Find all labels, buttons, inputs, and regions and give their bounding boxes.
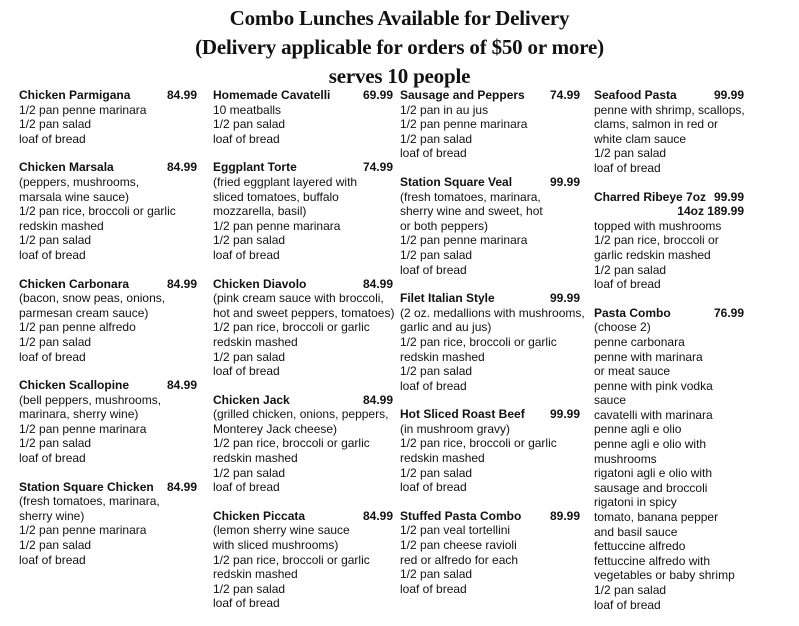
- menu-item: [594, 88, 744, 176]
- menu-item-line: 1/2 pan salad: [19, 538, 92, 553]
- menu-item-title-row: [400, 509, 580, 524]
- menu-item-line: loaf of bread: [19, 552, 86, 567]
- menu-item-name: Eggplant Torte: [213, 160, 297, 175]
- menu-item-name: Chicken Marsala: [19, 160, 114, 175]
- menu-item-line: 1/2 pan salad: [19, 334, 92, 349]
- menu-item: [400, 88, 580, 161]
- menu-item-price: 84.99: [166, 378, 197, 393]
- menu-item-title-row: [213, 88, 393, 103]
- menu-item-line: loaf of bread: [400, 480, 467, 495]
- menu-item-name: Stuffed Pasta Combo: [400, 508, 522, 523]
- menu-item: [19, 160, 197, 262]
- menu-item-name: Chicken Diavolo: [213, 276, 307, 291]
- menu-item-price: 84.99: [166, 479, 197, 494]
- menu-item-line: Monterey Jack cheese): [213, 421, 338, 436]
- menu-item-name: Filet Italian Style: [400, 291, 495, 306]
- menu-item-line: (pink cream sauce with broccoli,: [213, 291, 384, 306]
- menu-item-price: 84.99: [362, 508, 393, 523]
- menu-item-name: Homemade Cavatelli: [213, 88, 331, 102]
- menu-item-line: 1/2 pan rice, broccoli or garlic: [400, 436, 557, 451]
- menu-item-name: Hot Sliced Roast Beef: [400, 407, 525, 422]
- menu-item-line: (choose 2): [594, 320, 651, 335]
- menu-item-line: 1/2 pan salad: [213, 233, 286, 248]
- menu-item-line: redskin mashed: [19, 218, 104, 233]
- menu-item-line: marinara, sherry wine): [19, 407, 139, 422]
- menu-item-line: clams, salmon in red or: [594, 117, 719, 132]
- menu-item-line: penne agli e olio: [594, 422, 682, 437]
- menu-item-line: topped with mushrooms: [594, 218, 722, 233]
- menu-item-line: 1/2 pan salad: [400, 364, 473, 379]
- menu-item-line: sauce: [594, 393, 627, 408]
- menu-item-name: Seafood Pasta: [594, 88, 677, 102]
- menu-item-line: vegetables or baby shrimp: [594, 568, 735, 583]
- menu-item-line: 1/2 pan salad: [213, 465, 286, 480]
- menu-item-price: 99.99: [549, 174, 580, 189]
- menu-item-line: 1/2 pan penne marinara: [19, 421, 147, 436]
- menu-item-line: (bacon, snow peas, onions,: [19, 291, 166, 306]
- menu-item-title-row: [19, 480, 197, 495]
- menu-item-line: (fresh tomatoes, marinara,: [400, 189, 541, 204]
- menu-item-line: penne with pink vodka: [594, 378, 713, 393]
- menu-item-title-row: [400, 407, 580, 422]
- menu-item-line: 1/2 pan rice, broccoli or garlic: [400, 334, 557, 349]
- menu-item-line: parmesan cream sauce): [19, 305, 149, 320]
- menu-item-title-row: [213, 277, 393, 292]
- menu-column-2: [213, 88, 393, 625]
- menu-item-name: Charred Ribeye 7oz: [594, 189, 707, 204]
- menu-item-line: (bell peppers, mushrooms,: [19, 392, 162, 407]
- menu-item-line: penne with shrimp, scallops,: [594, 102, 745, 117]
- menu-item-line: marsala wine sauce): [19, 189, 130, 204]
- menu-item-line: 1/2 pan cheese ravioli: [400, 538, 517, 553]
- menu-item-line: 1/2 pan salad: [594, 146, 667, 161]
- menu-item-line: 1/2 pan penne marinara: [213, 218, 341, 233]
- menu-item-line: 1/2 pan veal tortellini: [400, 523, 511, 538]
- menu-item-name: Pasta Combo: [594, 305, 671, 320]
- menu-item-line: (fried eggplant layered with: [213, 174, 358, 189]
- menu-item: [213, 88, 393, 146]
- menu-item-price: 99.99: [549, 407, 580, 422]
- header-serving-note: serves 10 people: [328, 64, 471, 88]
- menu-item-title-row: [594, 306, 744, 321]
- menu-item: [400, 509, 580, 597]
- menu-item-line: 1/2 pan salad: [400, 131, 473, 146]
- menu-item-line: mozzarella, basil): [213, 204, 307, 219]
- menu-item-line: loaf of bread: [594, 277, 661, 292]
- menu-item-line: with sliced mushrooms): [213, 538, 339, 553]
- menu-item-line: loaf of bread: [19, 247, 86, 262]
- menu-item-price: 74.99: [362, 160, 393, 175]
- menu-item-line: 1/2 pan penne marinara: [400, 233, 528, 248]
- menu-item-line: loaf of bread: [400, 262, 467, 277]
- menu-item-line: redskin mashed: [400, 349, 485, 364]
- menu-item-title-row: [213, 393, 393, 408]
- menu-item-line: sausage and broccoli: [594, 480, 708, 495]
- menu-item-extra-price: 14oz 189.99: [677, 204, 744, 219]
- menu-item: [19, 480, 197, 568]
- menu-item: [400, 175, 580, 277]
- menu-item-line: tomato, banana pepper: [594, 510, 719, 525]
- menu-item-line: redskin mashed: [213, 334, 298, 349]
- menu-item-title-row: [19, 160, 197, 175]
- menu-item-title-row: [19, 277, 197, 292]
- menu-item-line: loaf of bread: [400, 581, 467, 596]
- menu-item-line: 1/2 pan salad: [594, 583, 667, 597]
- menu-item-price: 84.99: [166, 88, 197, 102]
- menu-item-line: 1/2 pan rice, broccoli or garlic: [213, 436, 370, 451]
- menu-item-line: loaf of bread: [594, 597, 661, 612]
- menu-item-line: fettuccine alfredo with: [594, 553, 711, 568]
- menu-item-price: 84.99: [166, 276, 197, 291]
- menu-item: [400, 407, 580, 495]
- menu-item-line: 1/2 pan salad: [19, 117, 92, 132]
- menu-item-title-row: [213, 509, 393, 524]
- menu-item-name: Chicken Carbonara: [19, 276, 130, 291]
- menu-item-line: mushrooms: [594, 451, 657, 466]
- menu-item-line: fettuccine alfredo: [594, 539, 686, 554]
- menu-item-title-row: [400, 291, 580, 306]
- menu-item-price: 99.99: [549, 291, 580, 306]
- menu-item-line: cavatelli with marinara: [594, 407, 713, 422]
- header-delivery-note: (Delivery applicable for orders of $50 or more): [195, 35, 604, 59]
- menu-column-4: [594, 88, 744, 626]
- menu-item-line: loaf of bread: [594, 160, 661, 175]
- menu-item-line: sherry wine and sweet, hot: [400, 204, 543, 219]
- menu-item-line: 1/2 pan rice, broccoli or garlic: [213, 320, 370, 335]
- menu-item-line: and basil sauce: [594, 524, 678, 539]
- menu-item: [19, 378, 197, 466]
- menu-item-title-row: [400, 88, 580, 103]
- menu-item-title-row: [213, 160, 393, 175]
- menu-item-line: (2 oz. medallions with mushrooms,: [400, 305, 585, 320]
- menu-item-title-row: [19, 378, 197, 393]
- menu-item-line: loaf of bread: [213, 596, 280, 611]
- menu-item: [400, 291, 585, 393]
- menu-item-line: 1/2 pan salad: [19, 233, 92, 248]
- menu-item-line: loaf of bread: [213, 131, 280, 146]
- menu-item-line: hot and sweet peppers, tomatoes): [213, 305, 395, 320]
- menu-item-title-row: [594, 88, 744, 103]
- menu-item-line: 1/2 pan in au jus: [400, 102, 489, 117]
- menu-item-line: loaf of bread: [400, 378, 467, 393]
- menu-item-line: 1/2 pan salad: [594, 262, 667, 277]
- menu-item-price: 84.99: [362, 392, 393, 407]
- menu-item-line: loaf of bread: [213, 480, 280, 495]
- menu-item-line: 1/2 pan penne marinara: [400, 117, 528, 132]
- menu-item-line: loaf of bread: [19, 349, 86, 364]
- menu-item-name: Station Square Chicken: [19, 479, 154, 494]
- menu-item-title-row: [400, 175, 580, 190]
- menu-item-name: Chicken Parmigana: [19, 88, 131, 102]
- menu-item-line: loaf of bread: [19, 131, 86, 146]
- menu-column-3: [400, 88, 585, 610]
- menu-item-line: rigatoni agli e olio with: [594, 466, 713, 481]
- menu-item-price: 99.99: [713, 88, 744, 102]
- menu-item-line: garlic redskin mashed: [594, 247, 711, 262]
- menu-item-price: 74.99: [549, 88, 580, 102]
- menu-item-price: 84.99: [166, 160, 197, 175]
- menu-item-line: 1/2 pan rice, broccoli or garlic: [19, 204, 176, 219]
- menu-item-line: (in mushroom gravy): [400, 421, 511, 436]
- menu-item-line: penne carbonara: [594, 334, 685, 349]
- menu-item-price: 69.99: [362, 88, 393, 102]
- menu-item-line: 1/2 pan salad: [400, 247, 473, 262]
- menu-item-name: Chicken Scallopine: [19, 378, 130, 393]
- menu-item-line: redskin mashed: [213, 451, 298, 466]
- menu-item-line: loaf of bread: [19, 451, 86, 466]
- menu-item-line: (lemon sherry wine sauce: [213, 523, 350, 538]
- menu-item-line: or both peppers): [400, 218, 489, 233]
- menu-item-line: loaf of bread: [400, 146, 467, 161]
- menu-item-line: 1/2 pan salad: [400, 567, 473, 582]
- menu-item-line: white clam sauce: [594, 131, 687, 146]
- menu-item-line: 1/2 pan rice, broccoli or garlic: [213, 552, 370, 567]
- menu-item-line: 1/2 pan salad: [213, 581, 286, 596]
- menu-item: [19, 88, 197, 146]
- menu-item-line: 1/2 pan salad: [213, 117, 286, 132]
- menu-item-title-row: [19, 88, 197, 103]
- menu-item: [19, 277, 197, 365]
- menu-item-line: or meat sauce: [594, 364, 671, 379]
- menu-item-line: 1/2 pan penne alfredo: [19, 320, 136, 335]
- menu-item-line: redskin mashed: [400, 451, 485, 466]
- menu-item-line: (grilled chicken, onions, peppers,: [213, 407, 389, 422]
- menu-item-line: 1/2 pan rice, broccoli or: [594, 233, 719, 248]
- menu-item: [213, 393, 393, 495]
- menu-item-name: Chicken Jack: [213, 392, 290, 407]
- menu-item-line: red or alfredo for each: [400, 552, 519, 567]
- menu-item-price: 99.99: [713, 189, 744, 204]
- menu-item-name: Sausage and Peppers: [400, 88, 525, 102]
- header-title: Combo Lunches Available for Delivery: [229, 6, 570, 30]
- menu-header: [0, 4, 799, 91]
- menu-column-1: [19, 88, 197, 581]
- menu-item-line: (fresh tomatoes, marinara,: [19, 494, 160, 509]
- menu-item: [213, 509, 393, 611]
- menu-item-line: sliced tomatoes, buffalo: [213, 189, 339, 204]
- menu-item: [594, 190, 744, 292]
- menu-item-line: 1/2 pan penne marinara: [19, 102, 147, 117]
- menu-item-title-row: [594, 190, 744, 205]
- menu-item-line: garlic and au jus): [400, 320, 492, 335]
- menu-item-price: 84.99: [362, 276, 393, 291]
- menu-item-line: loaf of bread: [213, 364, 280, 379]
- menu-item-line: 1/2 pan salad: [400, 465, 473, 480]
- menu-item: [213, 160, 393, 262]
- menu-item-line: 1/2 pan salad: [213, 349, 286, 364]
- menu-item-line: 1/2 pan salad: [19, 436, 92, 451]
- menu-item-line: (peppers, mushrooms,: [19, 174, 140, 189]
- menu-item-line: sherry wine): [19, 508, 85, 523]
- menu-item-line: loaf of bread: [213, 247, 280, 262]
- menu-item: [594, 306, 744, 612]
- menu-item: [213, 277, 393, 379]
- menu-item-line: 1/2 pan penne marinara: [19, 523, 147, 538]
- menu-item-line: penne with marinara: [594, 349, 703, 364]
- menu-item-line: 10 meatballs: [213, 102, 282, 117]
- menu-item-line: redskin mashed: [213, 567, 298, 582]
- menu-item-line: penne agli e olio with: [594, 437, 707, 452]
- menu-item-line: rigatoni in spicy: [594, 495, 677, 510]
- menu-item-price: 89.99: [549, 508, 580, 523]
- menu-item-name: Station Square Veal: [400, 174, 513, 189]
- menu-item-name: Chicken Piccata: [213, 508, 306, 523]
- menu-item-price: 76.99: [713, 305, 744, 320]
